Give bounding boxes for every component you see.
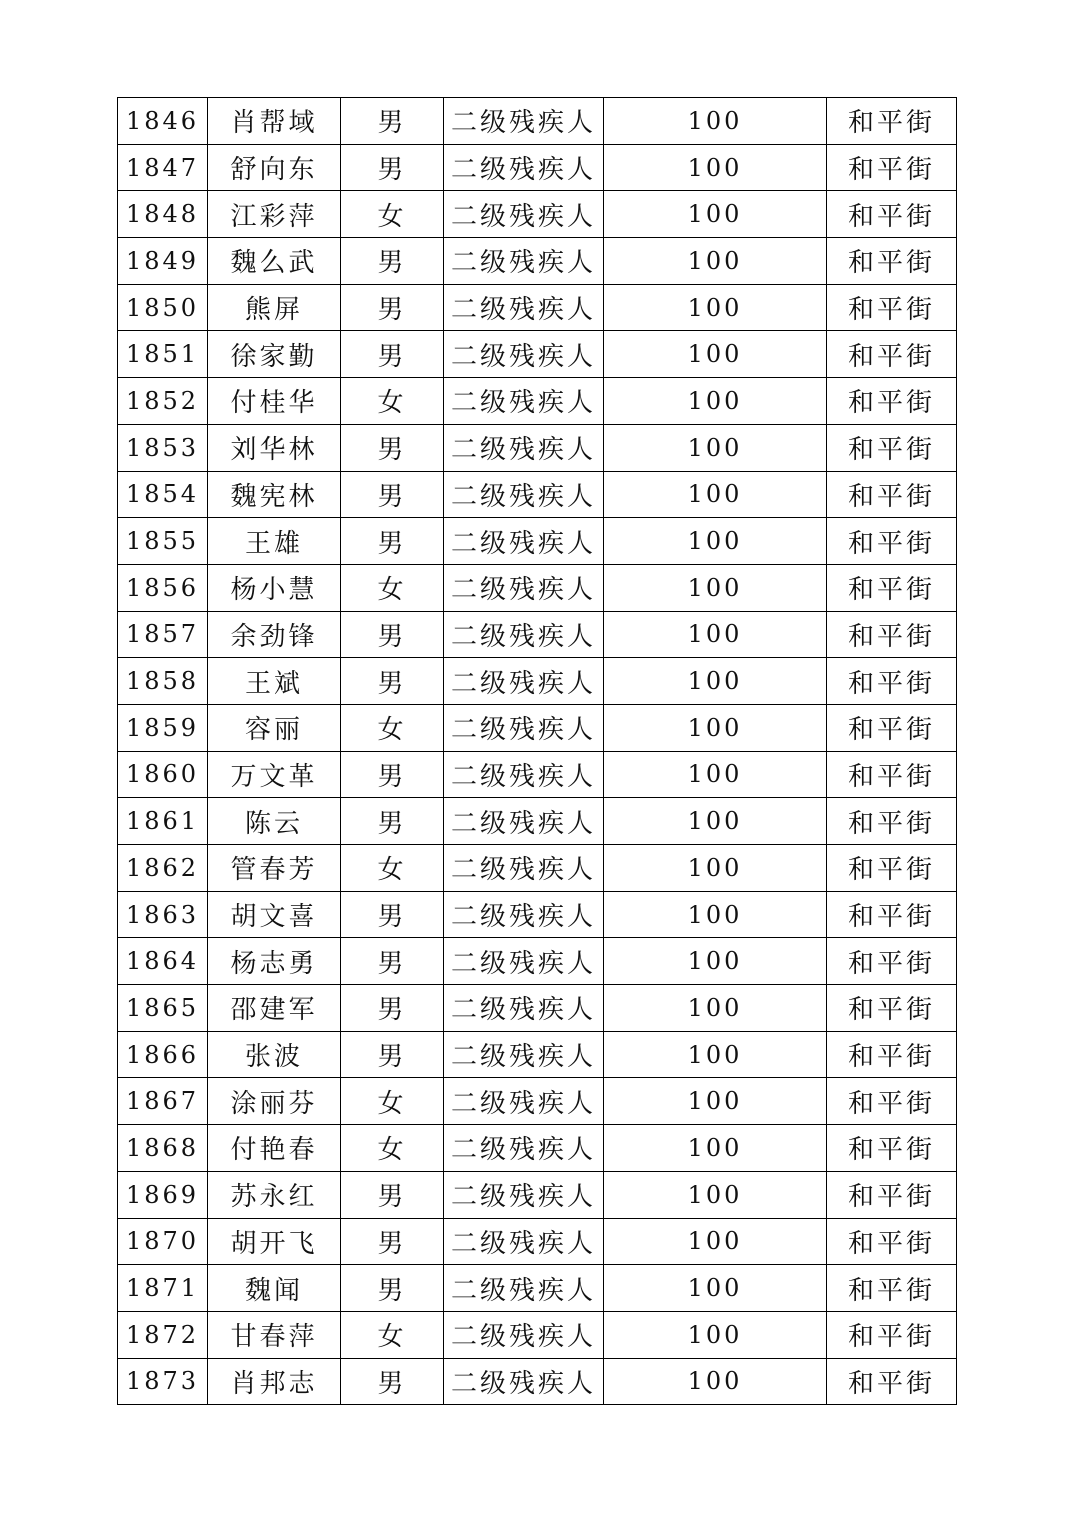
serial-number-cell: 1852 (118, 378, 208, 425)
serial-number-cell: 1869 (118, 1171, 208, 1218)
street-cell: 和平街 (827, 1311, 957, 1358)
street-cell: 和平街 (827, 938, 957, 985)
name-cell: 杨小慧 (208, 564, 341, 611)
street-cell: 和平街 (827, 658, 957, 705)
serial-number-cell: 1871 (118, 1265, 208, 1312)
street-cell: 和平街 (827, 1078, 957, 1125)
disability-level-cell: 二级残疾人 (444, 658, 604, 705)
street-cell: 和平街 (827, 845, 957, 892)
name-cell: 魏闻 (208, 1265, 341, 1312)
table-row (118, 1171, 957, 1218)
table-row (118, 1031, 957, 1078)
table-row (118, 1218, 957, 1265)
name-cell: 刘华林 (208, 424, 341, 471)
gender-cell: 男 (341, 1358, 444, 1405)
table-row (118, 611, 957, 658)
amount-cell: 100 (604, 1311, 827, 1358)
name-cell: 江彩萍 (208, 191, 341, 238)
disability-level-cell: 二级残疾人 (444, 1265, 604, 1312)
gender-cell: 男 (341, 891, 444, 938)
name-cell: 管春芳 (208, 845, 341, 892)
gender-cell: 男 (341, 938, 444, 985)
gender-cell: 女 (341, 378, 444, 425)
gender-cell: 男 (341, 331, 444, 378)
street-cell: 和平街 (827, 331, 957, 378)
name-cell: 舒向东 (208, 144, 341, 191)
name-cell: 胡文喜 (208, 891, 341, 938)
amount-cell: 100 (604, 331, 827, 378)
table-row (118, 704, 957, 751)
amount-cell: 100 (604, 938, 827, 985)
disability-level-cell: 二级残疾人 (444, 891, 604, 938)
disability-level-cell: 二级残疾人 (444, 144, 604, 191)
gender-cell: 男 (341, 471, 444, 518)
name-cell: 杨志勇 (208, 938, 341, 985)
name-cell: 王斌 (208, 658, 341, 705)
street-cell: 和平街 (827, 144, 957, 191)
table-row (118, 98, 957, 145)
disability-level-cell: 二级残疾人 (444, 424, 604, 471)
disability-level-cell: 二级残疾人 (444, 845, 604, 892)
name-cell: 徐家勤 (208, 331, 341, 378)
name-cell: 魏么武 (208, 238, 341, 285)
street-cell: 和平街 (827, 238, 957, 285)
gender-cell: 女 (341, 704, 444, 751)
table-row (118, 985, 957, 1032)
name-cell: 王雄 (208, 518, 341, 565)
street-cell: 和平街 (827, 751, 957, 798)
gender-cell: 女 (341, 191, 444, 238)
gender-cell: 女 (341, 1311, 444, 1358)
amount-cell: 100 (604, 144, 827, 191)
table-row (118, 331, 957, 378)
gender-cell: 男 (341, 284, 444, 331)
street-cell: 和平街 (827, 1358, 957, 1405)
table-row (118, 284, 957, 331)
amount-cell: 100 (604, 891, 827, 938)
table-row (118, 238, 957, 285)
serial-number-cell: 1866 (118, 1031, 208, 1078)
disability-level-cell: 二级残疾人 (444, 1031, 604, 1078)
serial-number-cell: 1863 (118, 891, 208, 938)
table-row (118, 564, 957, 611)
disability-level-cell: 二级残疾人 (444, 704, 604, 751)
name-cell: 肖帮域 (208, 98, 341, 145)
serial-number-cell: 1859 (118, 704, 208, 751)
disability-level-cell: 二级残疾人 (444, 798, 604, 845)
amount-cell: 100 (604, 1078, 827, 1125)
street-cell: 和平街 (827, 1125, 957, 1172)
street-cell: 和平街 (827, 891, 957, 938)
serial-number-cell: 1862 (118, 845, 208, 892)
street-cell: 和平街 (827, 1031, 957, 1078)
amount-cell: 100 (604, 985, 827, 1032)
serial-number-cell: 1850 (118, 284, 208, 331)
amount-cell: 100 (604, 798, 827, 845)
amount-cell: 100 (604, 564, 827, 611)
street-cell: 和平街 (827, 985, 957, 1032)
disability-level-cell: 二级残疾人 (444, 1218, 604, 1265)
disability-level-cell: 二级残疾人 (444, 1358, 604, 1405)
name-cell: 付艳春 (208, 1125, 341, 1172)
gender-cell: 男 (341, 1031, 444, 1078)
serial-number-cell: 1848 (118, 191, 208, 238)
name-cell: 胡开飞 (208, 1218, 341, 1265)
street-cell: 和平街 (827, 1265, 957, 1312)
gender-cell: 男 (341, 518, 444, 565)
disability-level-cell: 二级残疾人 (444, 331, 604, 378)
disability-level-cell: 二级残疾人 (444, 191, 604, 238)
table-row (118, 1125, 957, 1172)
gender-cell: 男 (341, 1218, 444, 1265)
serial-number-cell: 1872 (118, 1311, 208, 1358)
table-row (118, 751, 957, 798)
roster-table-body (118, 98, 957, 1405)
serial-number-cell: 1849 (118, 238, 208, 285)
disability-level-cell: 二级残疾人 (444, 378, 604, 425)
amount-cell: 100 (604, 1358, 827, 1405)
serial-number-cell: 1856 (118, 564, 208, 611)
table-row (118, 938, 957, 985)
street-cell: 和平街 (827, 471, 957, 518)
amount-cell: 100 (604, 98, 827, 145)
gender-cell: 男 (341, 658, 444, 705)
disability-level-cell: 二级残疾人 (444, 471, 604, 518)
street-cell: 和平街 (827, 518, 957, 565)
table-row (118, 424, 957, 471)
amount-cell: 100 (604, 424, 827, 471)
disability-level-cell: 二级残疾人 (444, 611, 604, 658)
amount-cell: 100 (604, 284, 827, 331)
amount-cell: 100 (604, 518, 827, 565)
gender-cell: 男 (341, 424, 444, 471)
street-cell: 和平街 (827, 98, 957, 145)
disability-level-cell: 二级残疾人 (444, 98, 604, 145)
disability-level-cell: 二级残疾人 (444, 518, 604, 565)
serial-number-cell: 1870 (118, 1218, 208, 1265)
name-cell: 苏永红 (208, 1171, 341, 1218)
serial-number-cell: 1860 (118, 751, 208, 798)
table-row (118, 798, 957, 845)
table-row (118, 378, 957, 425)
serial-number-cell: 1853 (118, 424, 208, 471)
gender-cell: 男 (341, 1171, 444, 1218)
disability-level-cell: 二级残疾人 (444, 238, 604, 285)
table-row (118, 845, 957, 892)
street-cell: 和平街 (827, 424, 957, 471)
gender-cell: 男 (341, 611, 444, 658)
street-cell: 和平街 (827, 704, 957, 751)
gender-cell: 男 (341, 798, 444, 845)
street-cell: 和平街 (827, 611, 957, 658)
table-row (118, 1078, 957, 1125)
name-cell: 付桂华 (208, 378, 341, 425)
name-cell: 余劲锋 (208, 611, 341, 658)
table-row (118, 1265, 957, 1312)
roster-table (117, 97, 957, 1405)
street-cell: 和平街 (827, 1171, 957, 1218)
table-row (118, 1311, 957, 1358)
serial-number-cell: 1867 (118, 1078, 208, 1125)
amount-cell: 100 (604, 611, 827, 658)
amount-cell: 100 (604, 1218, 827, 1265)
amount-cell: 100 (604, 1031, 827, 1078)
serial-number-cell: 1846 (118, 98, 208, 145)
street-cell: 和平街 (827, 284, 957, 331)
serial-number-cell: 1861 (118, 798, 208, 845)
name-cell: 涂丽芬 (208, 1078, 341, 1125)
gender-cell: 男 (341, 985, 444, 1032)
name-cell: 张波 (208, 1031, 341, 1078)
disability-level-cell: 二级残疾人 (444, 284, 604, 331)
serial-number-cell: 1865 (118, 985, 208, 1032)
street-cell: 和平街 (827, 191, 957, 238)
amount-cell: 100 (604, 191, 827, 238)
serial-number-cell: 1854 (118, 471, 208, 518)
amount-cell: 100 (604, 1265, 827, 1312)
amount-cell: 100 (604, 658, 827, 705)
serial-number-cell: 1857 (118, 611, 208, 658)
gender-cell: 男 (341, 98, 444, 145)
name-cell: 陈云 (208, 798, 341, 845)
disability-level-cell: 二级残疾人 (444, 938, 604, 985)
table-row (118, 1358, 957, 1405)
gender-cell: 女 (341, 1125, 444, 1172)
gender-cell: 女 (341, 845, 444, 892)
name-cell: 邵建军 (208, 985, 341, 1032)
disability-level-cell: 二级残疾人 (444, 985, 604, 1032)
amount-cell: 100 (604, 751, 827, 798)
disability-level-cell: 二级残疾人 (444, 1125, 604, 1172)
gender-cell: 男 (341, 1265, 444, 1312)
amount-cell: 100 (604, 471, 827, 518)
disability-level-cell: 二级残疾人 (444, 1171, 604, 1218)
serial-number-cell: 1868 (118, 1125, 208, 1172)
serial-number-cell: 1873 (118, 1358, 208, 1405)
serial-number-cell: 1864 (118, 938, 208, 985)
name-cell: 容丽 (208, 704, 341, 751)
disability-level-cell: 二级残疾人 (444, 564, 604, 611)
street-cell: 和平街 (827, 564, 957, 611)
gender-cell: 女 (341, 564, 444, 611)
serial-number-cell: 1858 (118, 658, 208, 705)
name-cell: 万文革 (208, 751, 341, 798)
gender-cell: 男 (341, 238, 444, 285)
street-cell: 和平街 (827, 378, 957, 425)
gender-cell: 女 (341, 1078, 444, 1125)
name-cell: 熊屏 (208, 284, 341, 331)
amount-cell: 100 (604, 1171, 827, 1218)
disability-level-cell: 二级残疾人 (444, 751, 604, 798)
gender-cell: 男 (341, 144, 444, 191)
amount-cell: 100 (604, 845, 827, 892)
table-row (118, 191, 957, 238)
disability-level-cell: 二级残疾人 (444, 1311, 604, 1358)
serial-number-cell: 1855 (118, 518, 208, 565)
gender-cell: 男 (341, 751, 444, 798)
street-cell: 和平街 (827, 798, 957, 845)
table-row (118, 891, 957, 938)
table-row (118, 518, 957, 565)
name-cell: 甘春萍 (208, 1311, 341, 1358)
disability-level-cell: 二级残疾人 (444, 1078, 604, 1125)
name-cell: 魏宪林 (208, 471, 341, 518)
name-cell: 肖邦志 (208, 1358, 341, 1405)
table-row (118, 471, 957, 518)
amount-cell: 100 (604, 238, 827, 285)
table-row (118, 658, 957, 705)
serial-number-cell: 1851 (118, 331, 208, 378)
street-cell: 和平街 (827, 1218, 957, 1265)
serial-number-cell: 1847 (118, 144, 208, 191)
amount-cell: 100 (604, 378, 827, 425)
table-row (118, 144, 957, 191)
amount-cell: 100 (604, 1125, 827, 1172)
amount-cell: 100 (604, 704, 827, 751)
